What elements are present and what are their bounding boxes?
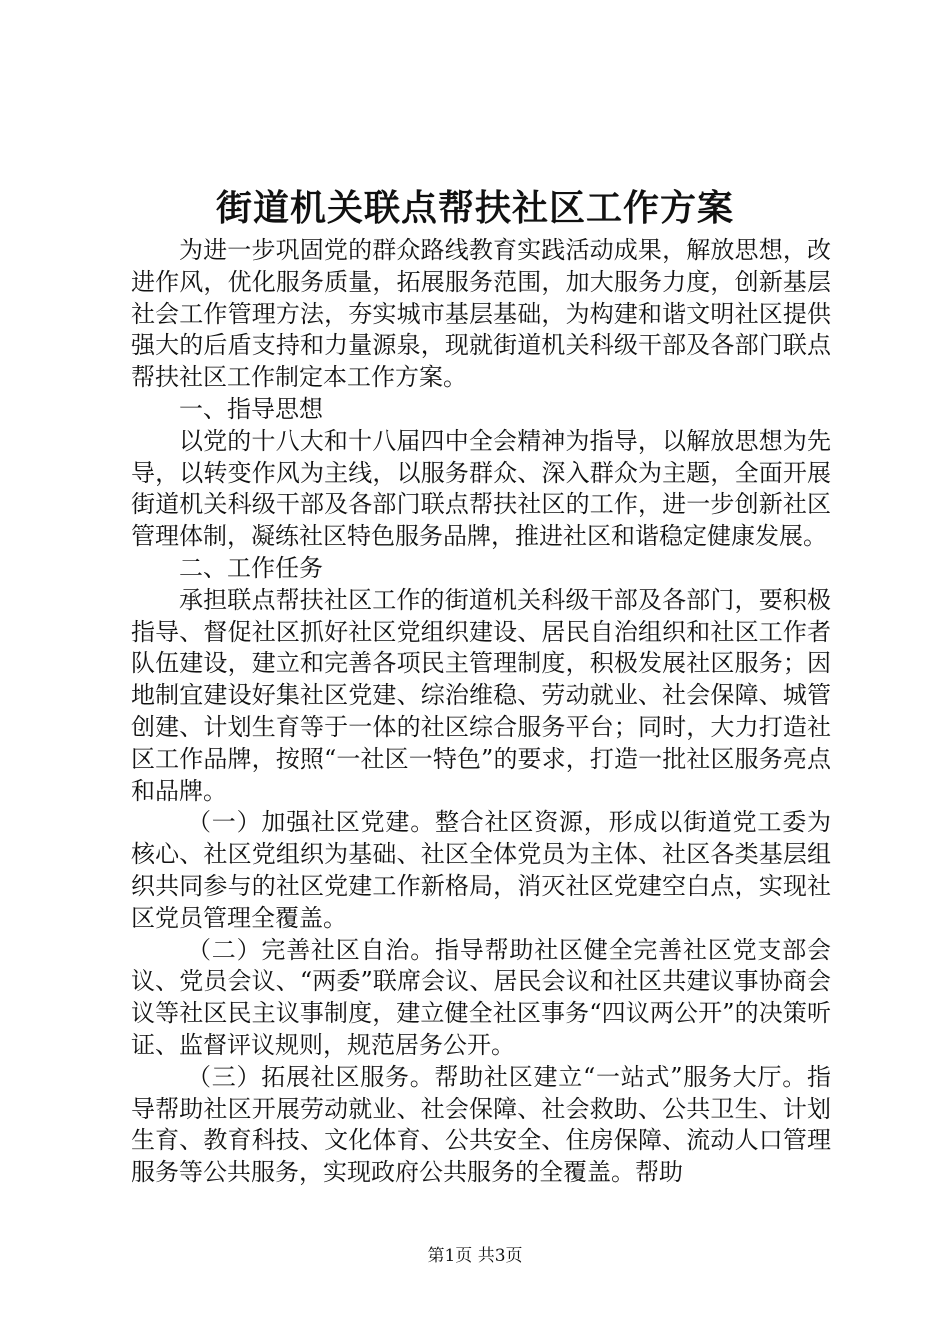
paragraph-guiding-thought: 以党的十八大和十八届四中全会精神为指导，以解放思想为先导，以转变作风为主线，以服务群众、深入群众为主题，全面开展街道机关科级干部及各部门联点帮扶社区的工作，进一步创新社区管理体制，凝练社区特色服务品牌，推进社区和谐稳定健康发展。 [131, 426, 831, 551]
page-footer: 第1页 共3页 [427, 1246, 523, 1266]
paragraph-item-1: （一）加强社区党建。整合社区资源，形成以街道党工委为核心、社区党组织为基础、社区全体党员为主体、社区各类基层组织共同参与的社区党建工作新格局，消灭社区党建空白点，实现社区党员管理全覆盖。 [131, 808, 831, 932]
paragraph-work-tasks: 承担联点帮扶社区工作的街道机关科级干部及各部门，要积极指导、督促社区抓好社区党组织建设、居民自治组织和社区工作者队伍建设，建立和完善各项民主管理制度，积极发展社区服务；因地制宜建设好集社区党建、综治维稳、劳动就业、社会保障、城管创建、计划生育等于一体的社区综合服务平台；同时，大力打造社区工作品牌，按照“一社区一特色”的要求，打造一批社区服务亮点和品牌。 [131, 585, 831, 805]
document-body [131, 235, 831, 1189]
heading-guiding-thought: 一、指导思想 [179, 394, 323, 423]
document-title: 街道机关联点帮扶社区工作方案 [215, 187, 734, 229]
paragraph-item-3: （三）拓展社区服务。帮助社区建立“一站式”服务大厅。指导帮助社区开展劳动就业、社会保障、社会救助、公共卫生、计划生育、教育科技、文化体育、公共安全、住房保障、流动人口管理服务等公共服务，实现政府公共服务的全覆盖。帮助 [131, 1062, 831, 1187]
heading-work-tasks: 二、工作任务 [179, 553, 323, 582]
paragraph-item-2: （二）完善社区自治。指导帮助社区健全完善社区党支部会议、党员会议、“两委”联席会议、居民会议和社区共建议事协商会议等社区民主议事制度，建立健全社区事务“四议两公开”的决策听证、监督评议规则，规范居务公开。 [131, 935, 831, 1059]
paragraph-intro: 为进一步巩固党的群众路线教育实践活动成果，解放思想，改进作风，优化服务质量，拓展服务范围，加大服务力度，创新基层社会工作管理方法，夯实城市基层基础，为构建和谐文明社区提供强大的后盾支持和力量源泉，现就街道机关科级干部及各部门联点帮扶社区工作制定本工作方案。 [131, 236, 831, 392]
